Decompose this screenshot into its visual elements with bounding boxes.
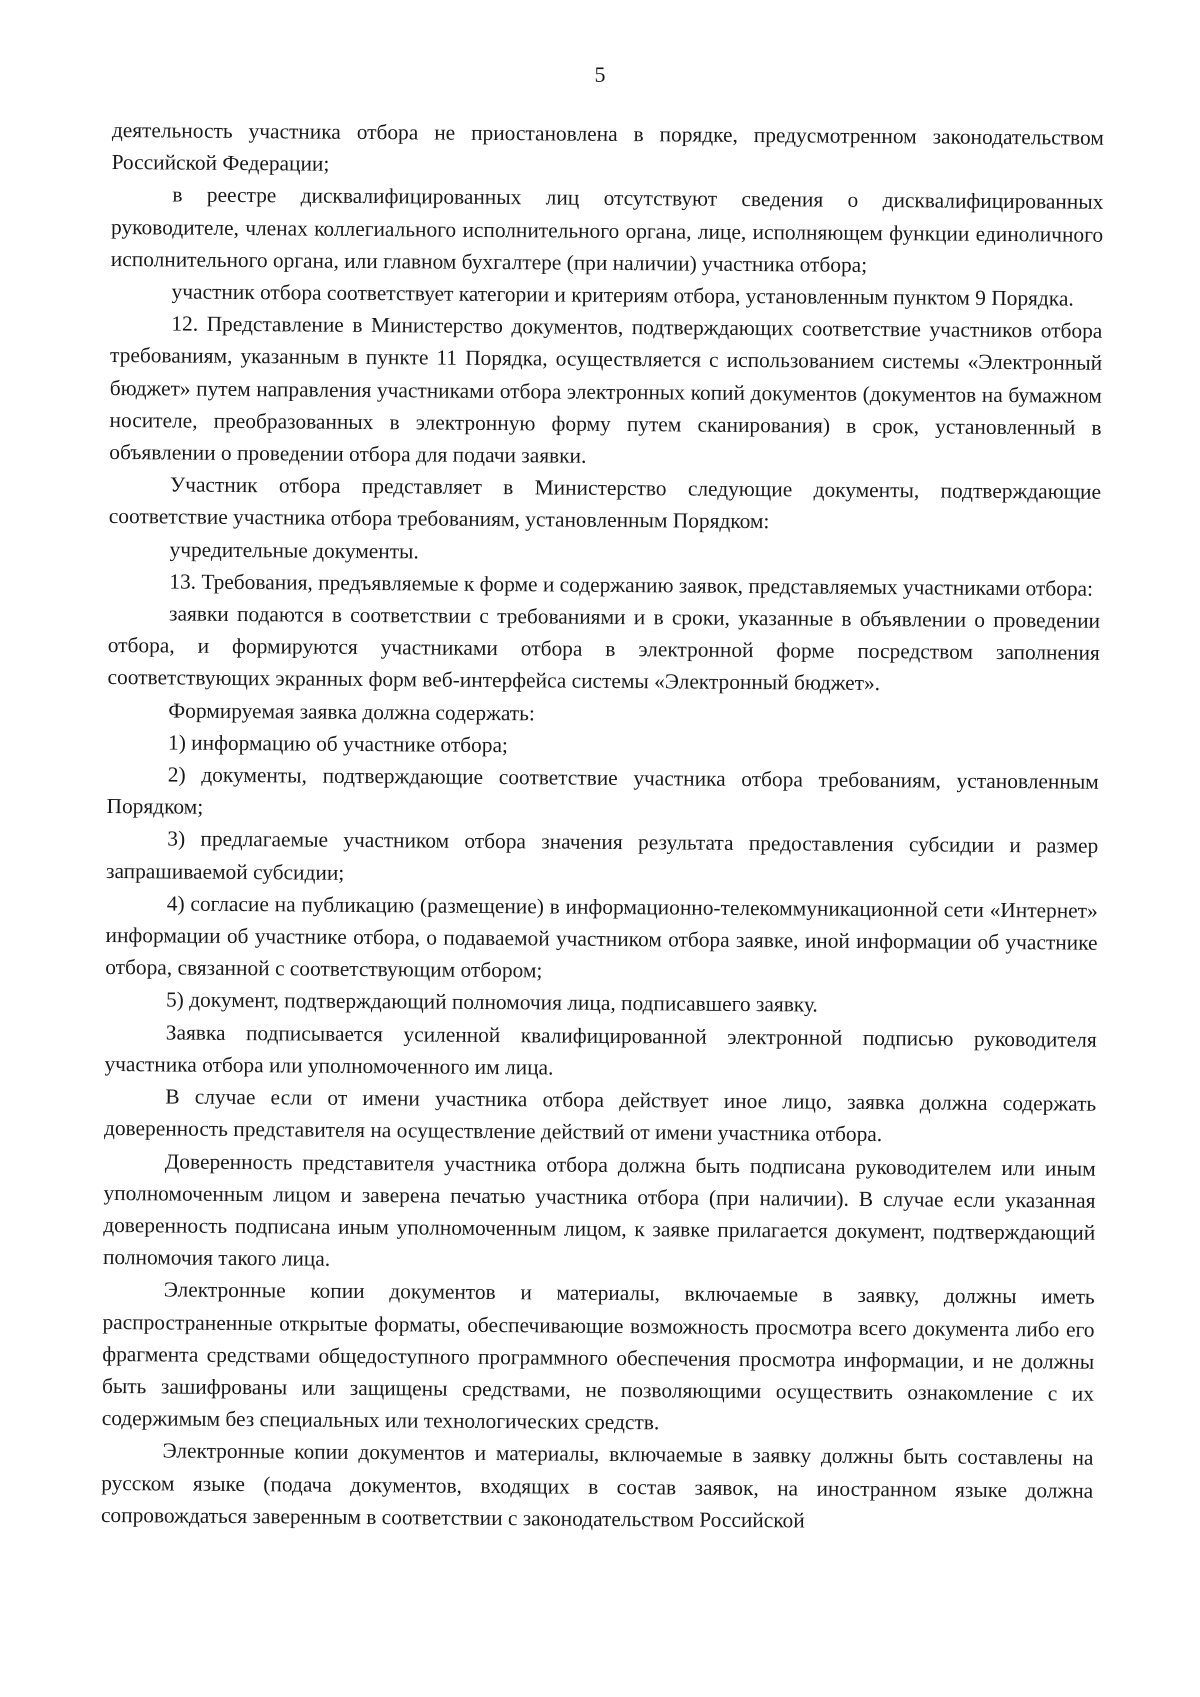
paragraph: участник отбора соответствует категории и критериям отбора, установленным пунктом 9 Порядка. — [171, 279, 1074, 311]
paragraph: заявки подаются в соответствии с требованиями и в сроки, указанные в объявлении о проведении отбора, и формируются участниками отбора в электронной форме посредством заполнения соответствующих экранных форм веб-интерфейса системы «Электронный бюджет». — [107, 601, 1101, 696]
list-item: 5) документ, подтверждающий полномочия лица, подписавшего заявку. — [165, 987, 818, 1018]
list-item: 2) документы, подтверждающие соответствие участника отбора требованиям, установленным Порядком; — [106, 762, 1099, 820]
document-body — [101, 114, 1104, 1539]
paragraph-clause-12: 12. Представление в Министерство документов, подтверждающих соответствие участников отбора требованиям, указанным в пункте 11 Порядка, осуществляется с использованием системы «Электронный бюджет» путем направления участниками отбора электронных копий документов (документов на бумажном носителе, преобразованных в электронную форму путем сканирования) в срок, установленный в объявлении о проведении отбора для подачи заявки. — [109, 311, 1103, 468]
paragraph-clause-13: 13. Требования, предъявляемые к форме и содержанию заявок, представляемых участниками отбора: — [169, 569, 1094, 601]
paragraph: в реестре дисквалифицированных лиц отсутствуют сведения о дисквалифицированных руководителе, членах коллегиального исполнительного органа, лице, исполняющем функции единоличного исполнительного органа, или главном бухгалтере (при наличии) участника отбора; — [110, 182, 1104, 277]
list-item: 1) информацию об участнике отбора; — [167, 730, 509, 757]
paragraph: учредительные документы. — [169, 537, 419, 564]
paragraph: Заявка подписывается усиленной квалифицированной электронной подписью руководителя участника отбора или уполномоченного им лица. — [104, 1020, 1097, 1080]
paragraph: В случае если от имени участника отбора действует иное лицо, заявка должна содержать доверенность представителя на осуществление действий от имени участника отбора. — [103, 1084, 1097, 1147]
page-number: 5 — [594, 62, 606, 87]
paragraph-continuation: деятельность участника отбора не приостановлена в порядке, предусмотренном законодательством Российской Федерации; — [111, 117, 1104, 176]
paragraph: Электронные копии документов и материалы, включаемые в заявку должны быть составлены на русском языке (подача документов, входящих в состав заявок, на иностранном языке должна сопровождаться заверенным в соответствии с законодательством Российской — [100, 1438, 1094, 1533]
list-item: 4) согласие на публикацию (размещение) в информационно-телекоммуникационной сети «Интернет» информации об участнике отбора, о подаваемой участником отбора заявке, иной информации об участнике отбора, связанной с соответствующим отбором; — [105, 891, 1098, 983]
paragraph: Участник отбора представляет в Министерство следующие документы, подтверждающие соответствие участника отбора требованиям, установленным Порядком: — [108, 472, 1102, 534]
paragraph: Формируемая заявка должна содержать: — [168, 698, 535, 725]
paragraph: Доверенность представителя участника отбора должна быть подписана руководителем или иным уполномоченным лицом и заверена печатью участника отбора (при наличии). В случае если указанная доверенность подписана иным уполномоченным лицом, к заявке прилагается документ, подтверждающий полномочия такого лица. — [102, 1148, 1096, 1271]
list-item: 3) предлагаемые участником отбора значения результата предоставления субсидии и размер запрашиваемой субсидии; — [105, 826, 1099, 885]
paragraph: Электронные копии документов и материалы, включаемые в заявку, должны иметь распространенные открытые форматы, обеспечивающие возможность просмотра всего документа либо его фрагмента средствами общедоступного программного обеспечения просмотра информации, и не должны быть зашифрованы или защищены средствами, не позволяющими осуществить ознакомление с их содержимым без специальных или технологических средств. — [101, 1277, 1095, 1435]
